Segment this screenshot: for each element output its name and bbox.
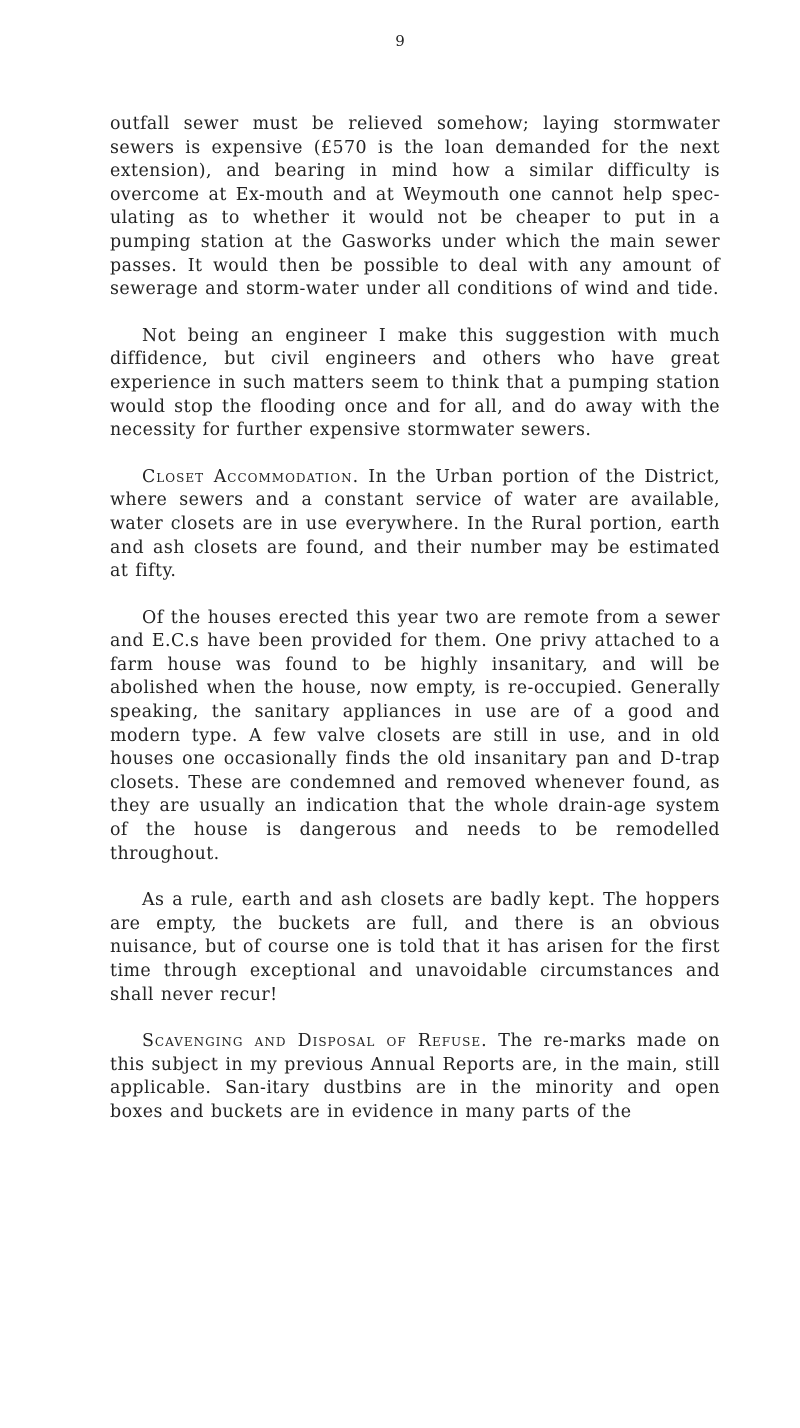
paragraph-text: The re-marks made on this subject in my previous Annual Reports are, in the main, still applicable. San-itary dustbins are in the minority and open boxes and buckets are in evidence in many parts of the — [110, 1031, 720, 1122]
paragraph-scavenging — [110, 1030, 720, 1124]
paragraph-pumping-station — [110, 325, 720, 443]
paragraph-houses-erected — [110, 607, 720, 867]
paragraph-text: Not being an engineer I make this suggestion with much diffidence, but civil engineers and others who have great experience in such matters seem to think that a pumping station would stop the flooding once and for all, and do away with the necessity for further expensive stormwater sewers. — [110, 325, 720, 441]
section-heading-scavenging: Scavenging and Disposal of Refuse. — [142, 1031, 488, 1052]
paragraph-earth-ash-closets — [110, 889, 720, 1007]
paragraph-outfall-sewer — [110, 113, 720, 302]
paragraph-text: In the Urban portion of the District, where sewers and a constant service of water are available, water closets are in use everywhere. In the Rural portion, earth and ash closets are found, and their number may be estimated at fifty. — [110, 466, 720, 582]
section-heading-closet-accommodation: Closet Accommodation. — [142, 466, 360, 487]
paragraph-text: outfall sewer must be relieved somehow; laying stormwater sewers is expensive (£570 is the loan demanded for the next extension), and bearing in mind how a similar difficulty is overcome at Ex-mouth and at Weymouth one cannot help spec-ulating as to whether it would not be cheaper to put in a pumping station at the Gasworks under which the main sewer passes. It would then be possible to deal with any amount of sewerage and storm-water under all conditions of wind and tide. — [110, 114, 720, 300]
paragraph-text: Of the houses erected this year two are remote from a sewer and E.C.s have been provided for them. One privy attached to a farm house was found to be highly insanitary, and will be abolished when the house, now empty, is re-occupied. Generally speaking, the sanitary appliances in use are of a good and modern type. A few valve closets are still in use, and in old houses one occasionally finds the old insanitary pan and D-trap closets. These are condemned and removed whenever found, as they are usually an indication that the whole drain-age system of the house is dangerous and needs to be remodelled throughout. — [110, 607, 720, 864]
page-number: 9 — [395, 32, 405, 50]
paragraph-text: As a rule, earth and ash closets are badly kept. The hoppers are empty, the buckets are full, and there is an obvious nuisance, but of course one is told that it has arisen for the first time through exceptional and unavoidable circumstances and shall never recur! — [110, 890, 720, 1005]
paragraph-closet-accommodation — [110, 466, 720, 584]
report-body — [110, 113, 720, 1148]
